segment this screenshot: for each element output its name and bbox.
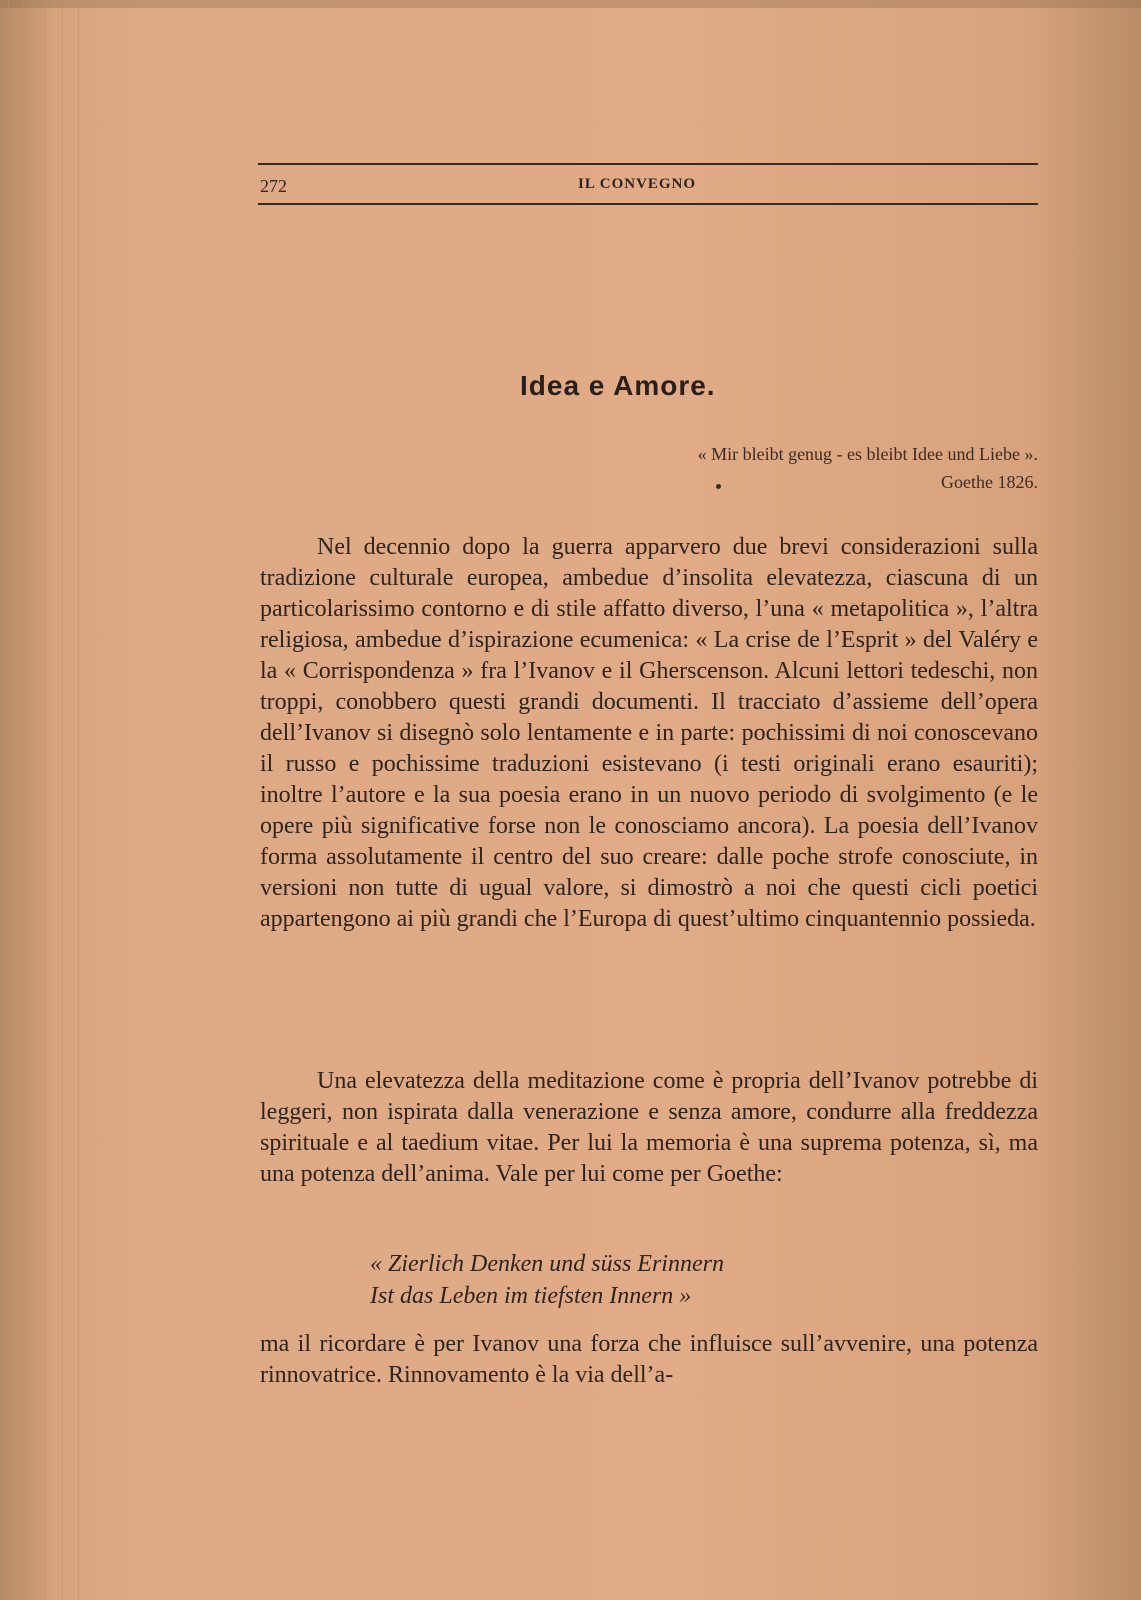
header-bottom-rule — [258, 203, 1038, 205]
page-edge-line — [62, 0, 63, 1600]
verse-quotation — [370, 1248, 724, 1312]
page-edge-line — [22, 0, 23, 1600]
verse-line: Ist das Leben im tiefsten Innern » — [370, 1283, 692, 1309]
running-header — [258, 170, 1038, 200]
header-top-rule — [258, 163, 1038, 165]
page-edge-line — [44, 0, 45, 1600]
page-edge-line — [78, 0, 79, 1600]
page-top-shadow — [0, 0, 1141, 8]
body-paragraph: Nel decennio dopo la guerra apparvero due brevi considerazioni sulla tradizione culturale europea, ambedue d’insolita elevatezza, ciascuna di un particolarissimo contorno e di stile affatto diverso, l’una « metapolitica », l’altra religiosa, ambedue d’ispirazione ecumenica: « La crise de l’Esprit » del Valéry e la « Corrispondenza » fra l’Ivanov e il Gherscenson. Alcuni lettori tedeschi, non troppi, conobbero questi grandi documenti. Il tracciato d’assieme dell’opera dell’Ivanov si disegnò solo lentamente e in parte: pochissimi di noi conoscevano il russo e pochissime traduzioni esistevano (i testi originali erano esauriti); inoltre l’autore e la sua poesia erano in un nuovo periodo di svolgimento (e le opere più significative forse non le conosciamo ancora). La poesia dell’Ivanov forma assolutamente il centro del suo creare: dalle poche strofe conosciute, in versioni non tutte di ugual valore, si dimostrò a noi che questi cicli poetici appartengono ai più grandi che l’Europa di quest’ultimo cinquantennio possieda. — [260, 534, 1038, 932]
epigraph-attribution: Goethe 1826. — [941, 472, 1038, 492]
body-paragraph: ma il ricordare è per Ivanov una forza che influisce sull’avvenire, una potenza rinnovatrice. Rinnovamento è la via dell’a- — [260, 1331, 1038, 1388]
running-title: IL CONVEGNO — [578, 176, 697, 192]
article-title: Idea e Amore. — [520, 370, 716, 401]
page-number: 272 — [260, 176, 287, 196]
ink-dot — [716, 484, 721, 489]
page-edge-line — [8, 0, 9, 1600]
verse-line: « Zierlich Denken und süss Erinnern — [370, 1251, 724, 1277]
epigraph-quote: « Mir bleibt genug - es bleibt Idee und Liebe ». — [697, 444, 1038, 464]
body-paragraph: Una elevatezza della meditazione come è propria dell’Ivanov potrebbe di leggeri, non ispirata dalla venerazione e senza amore, condurre alla freddezza spirituale e al taedium vitae. Per lui la memoria è una suprema potenza, sì, ma una potenza dell’anima. Vale per lui come per Goethe: — [260, 1068, 1038, 1187]
epigraph — [560, 440, 1038, 496]
